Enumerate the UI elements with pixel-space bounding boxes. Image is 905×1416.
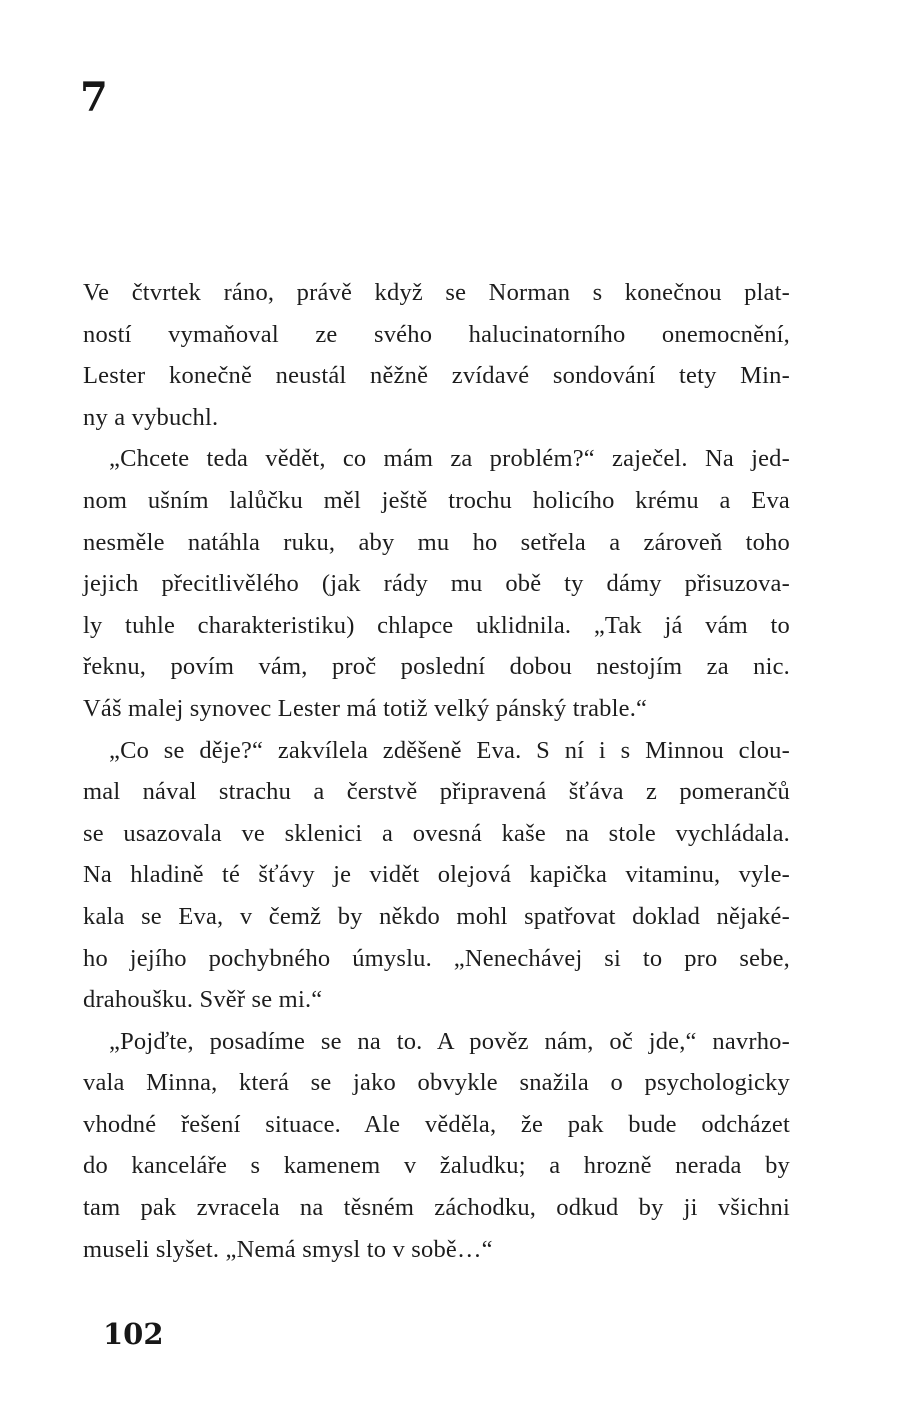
text-line: tam pak zvracela na těsném záchodku, odkud by ji všichni (83, 1194, 790, 1222)
text-line: Lester konečně neustál něžně zvídavé sondování tety Min- (83, 362, 790, 390)
text-line: „Co se děje?“ zakvílela zděšeně Eva. S ní i s Minnou clou- (109, 736, 790, 764)
text-line: ny a vybuchl. (83, 403, 219, 431)
text-line: vala Minna, která se jako obvykle snažila o psychologicky (83, 1069, 790, 1097)
text-line: nom ušním lalůčku měl ještě trochu holicího krému a Eva (83, 486, 790, 514)
text-line: Ve čtvrtek ráno, právě když se Norman s konečnou plat- (83, 279, 790, 306)
page-number: 102 (103, 1317, 164, 1351)
text-line: kala se Eva, v čemž by někdo mohl spatřovat doklad nějaké- (83, 902, 790, 930)
text-line: museli slyšet. „Nemá smysl to v sobě…“ (83, 1235, 493, 1263)
text-line: Na hladině té šťávy je vidět olejová kapička vitaminu, vyle- (83, 861, 790, 889)
text-line: jejich přecitlivělého (jak rády mu obě ty dámy přisuzova- (83, 570, 790, 598)
text-line: řeknu, povím vám, proč poslední dobou nestojím za nic. (83, 653, 790, 681)
text-line: se usazovala ve sklenici a ovesná kaše na stole vychládala. (83, 819, 790, 847)
text-line: drahoušku. Svěř se mi.“ (83, 986, 323, 1014)
text-line: vhodné řešení situace. Ale věděla, že pak bude odcházet (83, 1110, 790, 1138)
text-line: nesměle natáhla ruku, aby mu ho setřela a zároveň toho (83, 528, 790, 556)
text-line: mal nával strachu a čerstvě připravená šťáva z pomerančů (83, 778, 790, 806)
chapter-number: 7 (80, 74, 108, 121)
text-line: „Pojďte, posadíme se na to. A pověz nám, oč jde,“ navrho- (109, 1027, 790, 1055)
text-line: „Chcete teda vědět, co mám za problém?“ zaječel. Na jed- (109, 445, 790, 473)
text-line: ho jejího pochybného úmyslu. „Nenechávej si to pro sebe, (83, 944, 790, 972)
text-line: ly tuhle charakteristiku) chlapce uklidnila. „Tak já vám to (83, 611, 790, 639)
text-line: Váš malej synovec Lester má totiž velký pánský trable.“ (83, 694, 648, 722)
text-line: do kanceláře s kamenem v žaludku; a hrozně nerada by (83, 1152, 790, 1180)
text-block (83, 272, 790, 1270)
text-line: ností vymaňoval ze svého halucinatorního onemocnění, (83, 320, 790, 348)
